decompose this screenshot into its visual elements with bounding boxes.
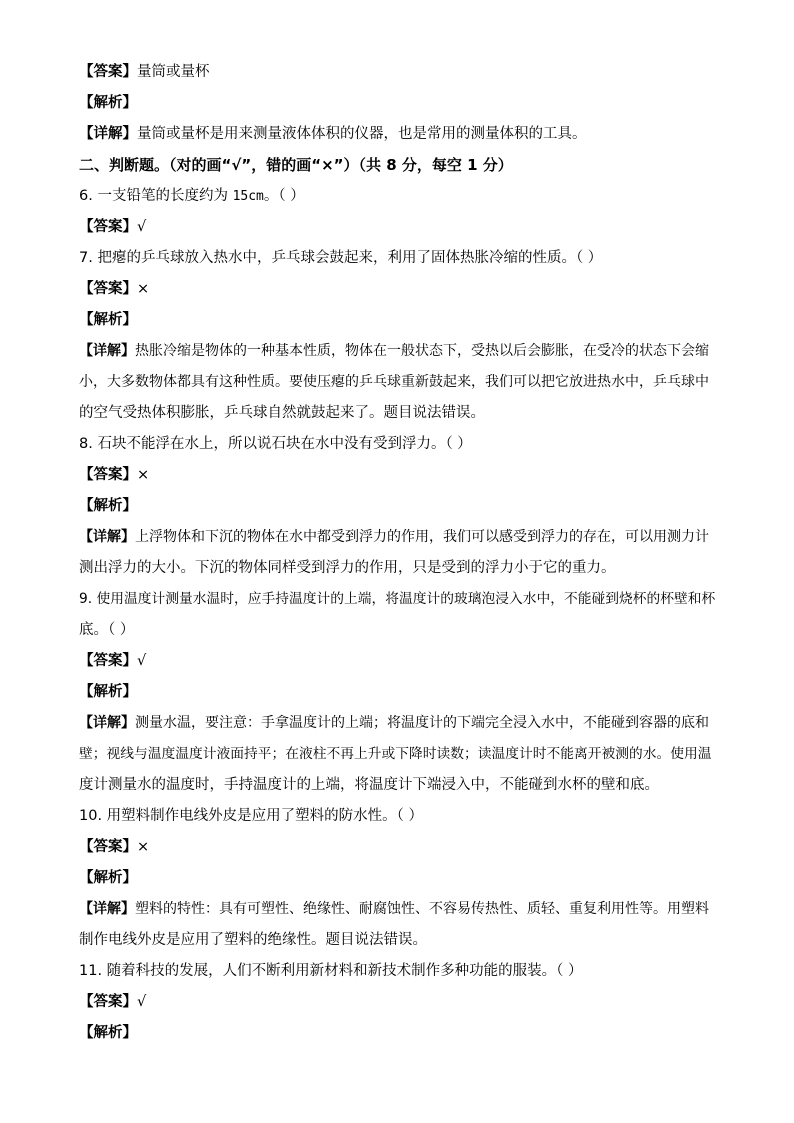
q10-answer: × — [137, 839, 150, 855]
detail-tag: 【详解】 — [79, 715, 135, 731]
q10-detail-line-2: 制作电线外皮是应用了塑料的绝缘性。题目说法错误。 — [79, 932, 427, 948]
q8-analysis-line — [79, 496, 137, 516]
q9-question-line-2: 底。（ ） — [79, 622, 135, 638]
analysis-tag: 【解析】 — [79, 870, 137, 886]
q5-answer-line — [79, 62, 210, 82]
answer-tag: 【答案】 — [79, 653, 137, 669]
q7-answer: × — [137, 281, 150, 297]
q10-detail-line-1 — [79, 899, 709, 919]
detail-tag: 【详解】 — [79, 343, 135, 359]
answer-tag: 【答案】 — [79, 839, 137, 855]
q7-analysis-line — [79, 310, 137, 330]
q9-question-line-1: 9. 使用温度计测量水温时，应手持温度计的上端，将温度计的玻璃泡浸入水中，不能碰到烧杯的杯壁和杯 — [79, 591, 716, 607]
q11-answer-line — [79, 992, 146, 1012]
q8-detail-text-1: 上浮物体和下沉的物体在水中都受到浮力的作用，我们可以感受到浮力的存在，可以用测力计 — [135, 529, 709, 545]
q6-question-pre: 6. 一支铅笔的长度约为 — [79, 188, 233, 204]
q6-question-unit: 15cm — [232, 189, 264, 204]
section2-heading: 二、判断题。（对的画“√”，错的画“×”）（共 8 分，每空 1 分） — [79, 156, 513, 174]
analysis-tag: 【解析】 — [79, 312, 137, 328]
q6-answer-line — [79, 217, 146, 237]
q7-question: 7. 把瘪的乒乓球放入热水中，乒乓球会鼓起来，利用了固体热胀冷缩的性质。（ ） — [79, 250, 603, 266]
q8-answer-line — [79, 465, 149, 485]
q7-answer-line — [79, 279, 149, 299]
answer-tag: 【答案】 — [79, 994, 137, 1010]
q8-detail-line-1 — [79, 527, 709, 547]
q8-detail-line-2: 测出浮力的大小。下沉的物体同样受到浮力的作用，只是受到的浮力小于它的重力。 — [79, 560, 616, 576]
q9-answer: √ — [137, 653, 147, 669]
q8-question: 8. 石块不能浮在水上，所以说石块在水中没有受到浮力。（ ） — [79, 436, 472, 452]
q9-detail-line-2: 壁；视线与温度温度计液面持平；在液柱不再上升或下降时读数；读温度计时不能离开被测的水。使用温 — [79, 746, 712, 762]
q6-answer: √ — [137, 219, 147, 235]
q7-detail-line-1 — [79, 341, 709, 361]
answer-tag: 【答案】 — [79, 281, 137, 297]
detail-tag: 【详解】 — [79, 126, 137, 142]
analysis-tag: 【解析】 — [79, 1025, 137, 1041]
q7-detail-line-3: 的空气受热体积膨胀，乒乓球自然就鼓起来了。题目说法错误。 — [79, 405, 485, 421]
q10-detail-text-1: 塑料的特性：具有可塑性、绝缘性、耐腐蚀性、不容易传热性、质轻、重复利用性等。用塑料 — [135, 901, 709, 917]
answer-tag: 【答案】 — [79, 467, 137, 483]
q10-analysis-line — [79, 868, 137, 888]
q6-question-post: 。（ ） — [263, 188, 305, 204]
q10-question: 10. 用塑料制作电线外皮是应用了塑料的防水性。（ ） — [79, 808, 424, 824]
q7-detail-text-1: 热胀冷缩是物体的一种基本性质，物体在一般状态下，受热以后会膨胀，在受冷的状态下会缩 — [135, 343, 709, 359]
q9-answer-line — [79, 651, 146, 671]
analysis-tag: 【解析】 — [79, 498, 137, 514]
q8-answer: × — [137, 467, 150, 483]
q11-question: 11. 随着科技的发展，人们不断利用新材料和新技术制作多种功能的服装。（ ） — [79, 963, 583, 979]
q7-detail-line-2: 小，大多数物体都具有这种性质。要使压瘪的乒乓球重新鼓起来，我们可以把它放进热水中，乒乓球中 — [79, 374, 709, 390]
analysis-tag: 【解析】 — [79, 95, 137, 111]
answer-tag: 【答案】 — [79, 219, 137, 235]
analysis-tag: 【解析】 — [79, 684, 137, 700]
q6-question — [79, 186, 305, 207]
q5-detail: 量筒或量杯是用来测量液体体积的仪器，也是常用的测量体积的工具。 — [137, 126, 587, 142]
q9-detail-line-3: 度计测量水的温度时，手持温度计的上端，将温度计下端浸入中，不能碰到水杯的壁和底。 — [79, 777, 659, 793]
q5-analysis-line — [79, 93, 137, 113]
q5-answer: 量筒或量杯 — [137, 64, 210, 80]
q5-detail-line — [79, 124, 587, 144]
q11-answer: √ — [137, 994, 147, 1010]
q9-detail-text-1: 测量水温，要注意：手拿温度计的上端；将温度计的下端完全浸入水中，不能碰到容器的底和 — [135, 715, 709, 731]
q11-analysis-line — [79, 1023, 137, 1043]
answer-tag: 【答案】 — [79, 64, 137, 80]
detail-tag: 【详解】 — [79, 901, 135, 917]
q9-analysis-line — [79, 682, 137, 702]
q9-detail-line-1 — [79, 713, 709, 733]
q10-answer-line — [79, 837, 149, 857]
detail-tag: 【详解】 — [79, 529, 135, 545]
